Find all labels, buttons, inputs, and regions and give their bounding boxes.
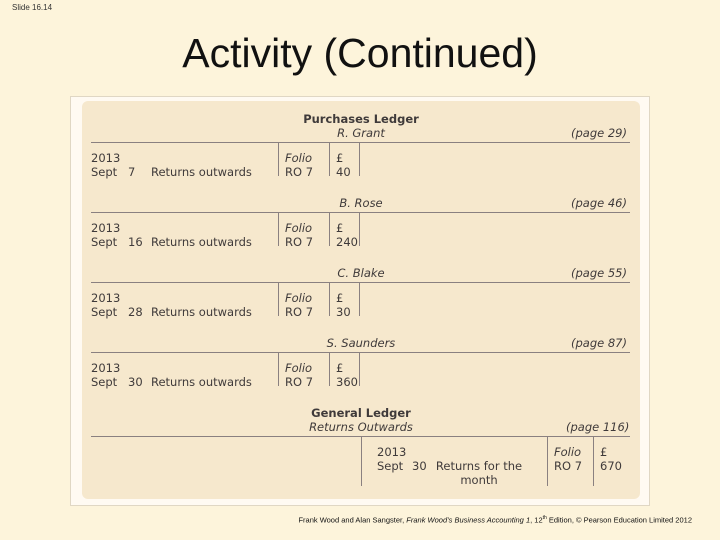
currency-symbol: £ — [336, 151, 344, 165]
entry-folio: RO 7 — [285, 235, 314, 249]
entry-details: Returns outwards — [151, 235, 252, 249]
entry-amount: 360 — [336, 375, 358, 389]
entry-month: Sept — [91, 165, 118, 179]
footer-book-title: Frank Wood’s Business Accounting 1 — [406, 515, 531, 525]
entry-amount: 670 — [600, 459, 622, 473]
entry-year: 2013 — [91, 291, 121, 305]
folio-label: Folio — [554, 445, 582, 459]
entry-year: 2013 — [91, 151, 121, 165]
entry-month: Sept — [91, 375, 118, 389]
entry-day: 16 — [128, 235, 143, 249]
entry-details-continued: month — [460, 473, 498, 487]
account-name: R. Grant — [337, 126, 385, 140]
entry-day: 28 — [128, 305, 143, 319]
account-name: C. Blake — [337, 266, 385, 280]
currency-symbol: £ — [336, 221, 344, 235]
footer-authors: Frank Wood and Alan Sangster, — [298, 515, 407, 525]
account-page: (page 55) — [571, 266, 627, 280]
entry-details: Returns for the — [435, 459, 523, 473]
column-divider — [329, 353, 330, 386]
debit-credit-divider — [359, 143, 360, 176]
entry-month: Sept — [91, 305, 118, 319]
account-rule — [91, 142, 630, 143]
entry-year: 2013 — [377, 445, 407, 459]
entry-year: 2013 — [91, 361, 121, 375]
debit-credit-divider — [361, 437, 362, 486]
footer-edition-suffix: th — [542, 515, 547, 521]
ledger-figure-background — [82, 101, 640, 499]
currency-symbol: £ — [336, 291, 344, 305]
general-account-name: Returns Outwards — [309, 420, 413, 434]
entry-month: Sept — [91, 235, 118, 249]
entry-amount: 240 — [336, 235, 358, 249]
column-divider — [329, 143, 330, 176]
column-divider — [278, 353, 279, 386]
entry-folio: RO 7 — [554, 459, 583, 473]
column-divider — [547, 437, 548, 486]
footer-copyright: Edition, © Pearson Education Limited 2012 — [546, 515, 692, 525]
account-rule — [91, 352, 630, 353]
folio-label: Folio — [285, 291, 313, 305]
entry-year: 2013 — [91, 221, 121, 235]
ledger-figure — [70, 96, 650, 506]
folio-label: Folio — [285, 151, 313, 165]
debit-credit-divider — [359, 353, 360, 386]
column-divider — [278, 143, 279, 176]
general-account-page: (page 116) — [566, 420, 630, 434]
entry-amount: 40 — [336, 165, 351, 179]
slide-title: Activity (Continued) — [182, 30, 538, 76]
folio-label: Folio — [285, 361, 313, 375]
entry-details: Returns outwards — [151, 375, 252, 389]
footer-citation — [0, 515, 720, 525]
column-divider — [593, 437, 594, 486]
debit-credit-divider — [359, 283, 360, 316]
entry-folio: RO 7 — [285, 375, 314, 389]
column-divider — [278, 213, 279, 246]
entry-day: 30 — [412, 459, 427, 473]
entry-day: 7 — [128, 165, 136, 179]
column-divider — [329, 283, 330, 316]
currency-symbol: £ — [336, 361, 344, 375]
slide-number: Slide 16.14 — [12, 3, 53, 12]
column-divider — [329, 213, 330, 246]
general-ledger-heading: General Ledger — [311, 406, 411, 420]
entry-day: 30 — [128, 375, 143, 389]
entry-folio: RO 7 — [285, 305, 314, 319]
account-name: S. Saunders — [326, 336, 396, 350]
folio-label: Folio — [285, 221, 313, 235]
account-page: (page 87) — [571, 336, 627, 350]
currency-symbol: £ — [600, 445, 608, 459]
column-divider — [278, 283, 279, 316]
entry-folio: RO 7 — [285, 165, 314, 179]
entry-month: Sept — [377, 459, 404, 473]
purchases-ledger-heading: Purchases Ledger — [303, 112, 419, 126]
footer-edition: , 12 — [530, 515, 543, 525]
account-name: B. Rose — [339, 196, 383, 210]
debit-credit-divider — [359, 213, 360, 246]
account-page: (page 29) — [571, 126, 627, 140]
entry-amount: 30 — [336, 305, 351, 319]
account-rule — [91, 212, 630, 213]
entry-details: Returns outwards — [151, 165, 252, 179]
entry-details: Returns outwards — [151, 305, 252, 319]
account-page: (page 46) — [571, 196, 627, 210]
account-rule — [91, 282, 630, 283]
